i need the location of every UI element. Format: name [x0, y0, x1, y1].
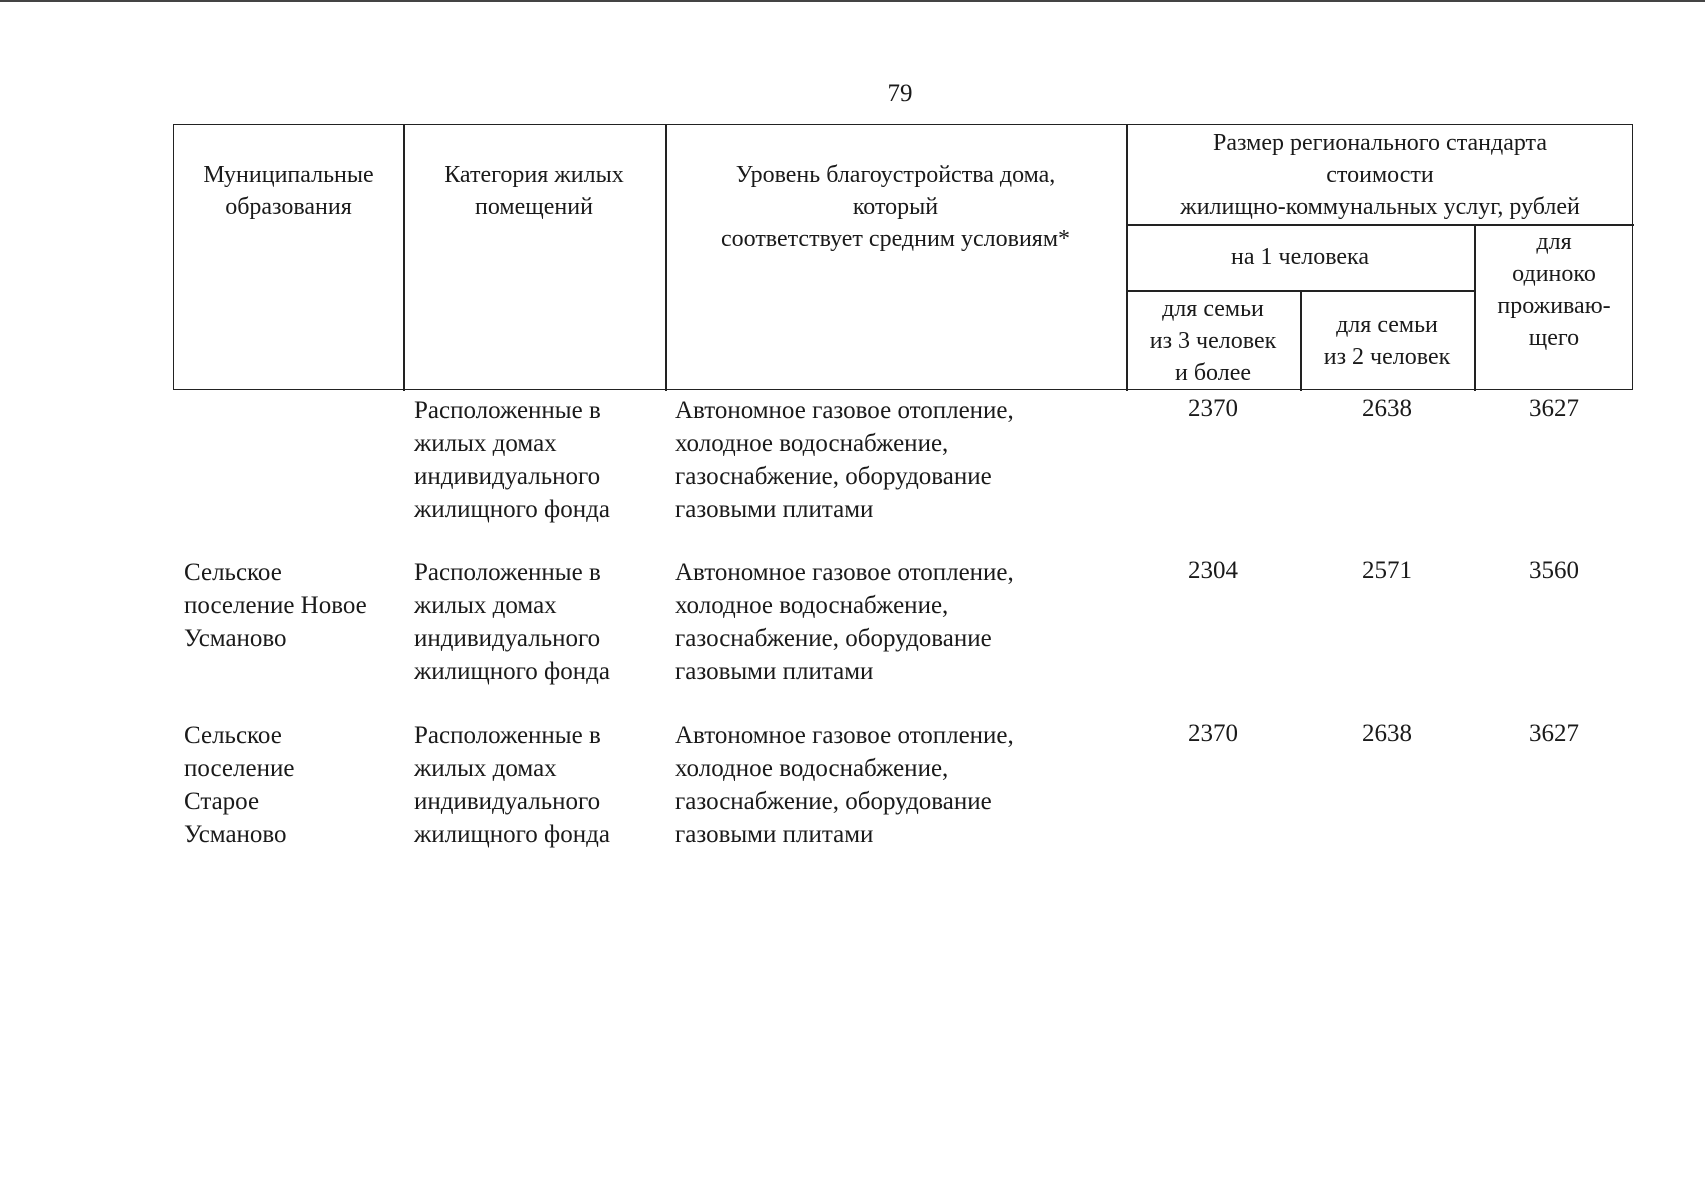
- row-3-single: 3627: [1529, 720, 1579, 747]
- row-3-municipality: Сельское поселение Старое Усманово: [184, 722, 295, 848]
- row-2-family3: 2304: [1188, 557, 1238, 584]
- row-3-family2: 2638: [1362, 720, 1412, 747]
- header-family-2: для семьи из 2 человек: [1323, 312, 1451, 370]
- row-2-level: Автономное газовое отопление, холодное водоснабжение, газоснабжение, оборудование газовыми плитами: [675, 559, 1014, 685]
- header-single: для одиноко проживаю- щего: [1497, 229, 1611, 351]
- row-1-single: 3627: [1529, 395, 1579, 422]
- row-3-category: Расположенные в жилых домах индивидуального жилищного фонда: [414, 722, 610, 848]
- row-1-family2: 2638: [1362, 395, 1412, 422]
- row-3-level: Автономное газовое отопление, холодное водоснабжение, газоснабжение, оборудование газовыми плитами: [675, 722, 1014, 848]
- header-per-person: на 1 человека: [1231, 244, 1369, 270]
- header-standard-size: Размер регионального стандарта стоимости жилищно-коммунальных услуг, рублей: [1180, 130, 1580, 220]
- header-family-3: для семьи из 3 человек и более: [1149, 296, 1277, 386]
- row-2-municipality: Сельское поселение Новое Усманово: [184, 559, 367, 652]
- row-2-category: Расположенные в жилых домах индивидуального жилищного фонда: [414, 559, 610, 685]
- row-3-family3: 2370: [1188, 720, 1238, 747]
- page-number: 79: [887, 80, 913, 107]
- header-municipalities: Муниципальные образования: [203, 162, 374, 220]
- row-1-family3: 2370: [1188, 395, 1238, 422]
- table-header: [173, 124, 1633, 390]
- header-improvement-level: Уровень благоустройства дома, который соответствует средним условиям*: [720, 162, 1071, 252]
- row-1-category: Расположенные в жилых домах индивидуального жилищного фонда: [414, 397, 610, 523]
- row-2-single: 3560: [1529, 557, 1579, 584]
- top-border-line: [0, 0, 1705, 2]
- row-2-family2: 2571: [1362, 557, 1412, 584]
- header-category: Категория жилых помещений: [444, 162, 624, 220]
- row-1-level: Автономное газовое отопление, холодное водоснабжение, газоснабжение, оборудование газовыми плитами: [675, 397, 1014, 523]
